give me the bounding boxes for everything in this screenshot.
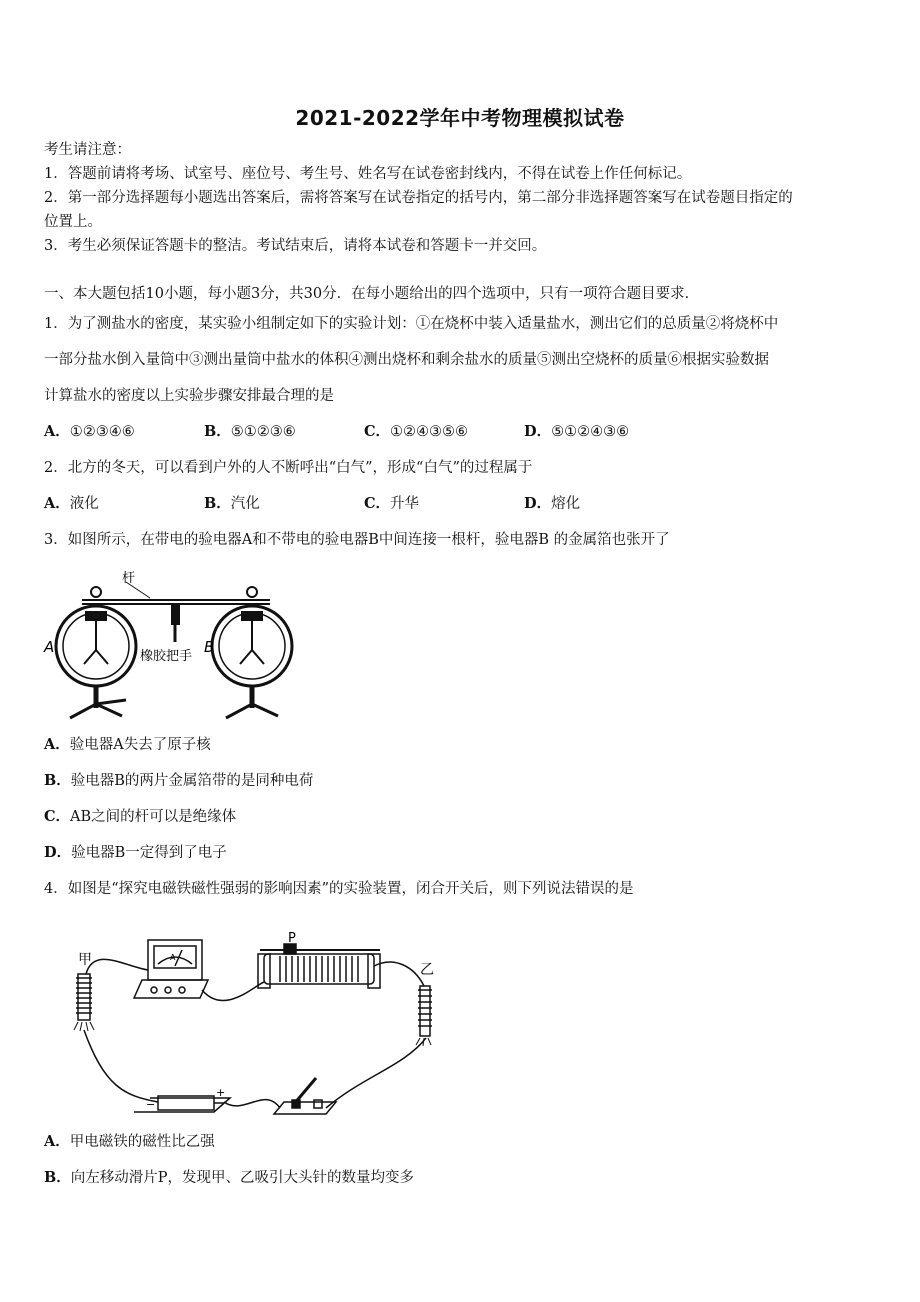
q3-option-c[interactable]: C．AB之间的杆可以是绝缘体 — [44, 808, 237, 825]
electroscope-b-leaf — [240, 650, 252, 664]
q4-option-a[interactable]: A．甲电磁铁的磁性比乙强 — [44, 1133, 215, 1150]
q2-option-c[interactable]: C．升华 — [364, 495, 420, 512]
notice-item: 1．答题前请将考场、试室号、座位号、考生号、姓名写在试卷密封线内，不得在试卷上作任何标记。 — [44, 166, 692, 182]
label-yi: 乙 — [420, 962, 434, 978]
q1-option-b[interactable]: B．⑤①②③⑥ — [204, 423, 296, 440]
label-b: B — [204, 638, 215, 656]
q3-electroscope-figure — [40, 568, 310, 726]
battery-minus: − — [146, 1098, 156, 1111]
ammeter-label: A — [170, 953, 176, 962]
notice-item: 2．第一部分选择题每小题选出答案后，需将答案写在试卷指定的括号内，第二部分非选择题答案写在试卷题目指定的 — [44, 190, 793, 206]
electromagnet-right — [420, 986, 430, 1036]
notice-item: 位置上。 — [44, 214, 102, 230]
q1-options — [44, 422, 629, 442]
q1-stem: 一部分盐水倒入量筒中③测出量筒中盐水的体积④测出烧杯和剩余盐水的质量⑤测出空烧杯的质量⑥根据实验数据 — [44, 352, 769, 368]
electroscope-a-leaf — [96, 650, 108, 664]
q2-options — [44, 494, 580, 514]
q4-stem: 4．如图是“探究电磁铁磁性强弱的影响因素”的实验装置，闭合开关后，则下列说法错误的是 — [44, 881, 634, 897]
q4-option-b[interactable]: B．向左移动滑片P，发现甲、乙吸引大头针的数量均变多 — [44, 1169, 415, 1186]
q2-option-a[interactable]: A．液化 — [44, 495, 99, 512]
q3-option-a[interactable]: A．验电器A失去了原子核 — [44, 736, 211, 753]
electroscope-b-leaf — [252, 650, 264, 664]
rubber-handle — [172, 604, 179, 624]
q1-stem: 1．为了测盐水的密度，某实验小组制定如下的实验计划：①在烧杯中装入适量盐水，测出它们的总质量②将烧杯中 — [44, 316, 779, 332]
electroscope-b-knob — [247, 587, 257, 597]
q4-circuit-figure — [64, 926, 454, 1126]
notice-item: 3．考生必须保证答题卡的整洁。考试结束后，请将本试卷和答题卡一并交回。 — [44, 238, 547, 254]
q1-stem: 计算盐水的密度以上实验步骤安排最合理的是 — [44, 388, 334, 404]
battery-plus: + — [216, 1086, 226, 1099]
handle-label: 橡胶把手 — [140, 649, 193, 664]
q3-stem: 3．如图所示，在带电的验电器A和不带电的验电器B中间连接一根杆，验电器B 的金属箔也张开了 — [44, 532, 670, 548]
section-heading: 一、本大题包括10小题，每小题3分，共30分．在每小题给出的四个选项中，只有一项符合题目要求． — [44, 286, 700, 302]
notice-heading: 考生请注意： — [44, 142, 131, 158]
label-a: A — [44, 638, 55, 656]
q1-option-d[interactable]: D．⑤①②④③⑥ — [524, 423, 630, 440]
rod-label: 杆 — [122, 571, 136, 586]
electroscope-a-leaf — [84, 650, 96, 664]
electroscope-a-knob — [91, 587, 101, 597]
q2-option-b[interactable]: B．汽化 — [204, 495, 260, 512]
label-jia: 甲 — [78, 952, 92, 968]
q2-option-d[interactable]: D．熔化 — [524, 495, 581, 512]
q1-option-a[interactable]: A．①②③④⑥ — [44, 423, 135, 440]
page-title: 2021-2022学年中考物理模拟试卷 — [295, 106, 625, 130]
q2-stem: 2．北方的冬天，可以看到户外的人不断呼出“白气”，形成“白气”的过程属于 — [44, 460, 533, 476]
q1-option-c[interactable]: C．①②④③⑤⑥ — [364, 423, 469, 440]
label-p: P — [288, 931, 296, 946]
q3-option-b[interactable]: B．验电器B的两片金属箔带的是同种电荷 — [44, 772, 314, 789]
q3-option-d[interactable]: D．验电器B一定得到了电子 — [44, 844, 227, 861]
